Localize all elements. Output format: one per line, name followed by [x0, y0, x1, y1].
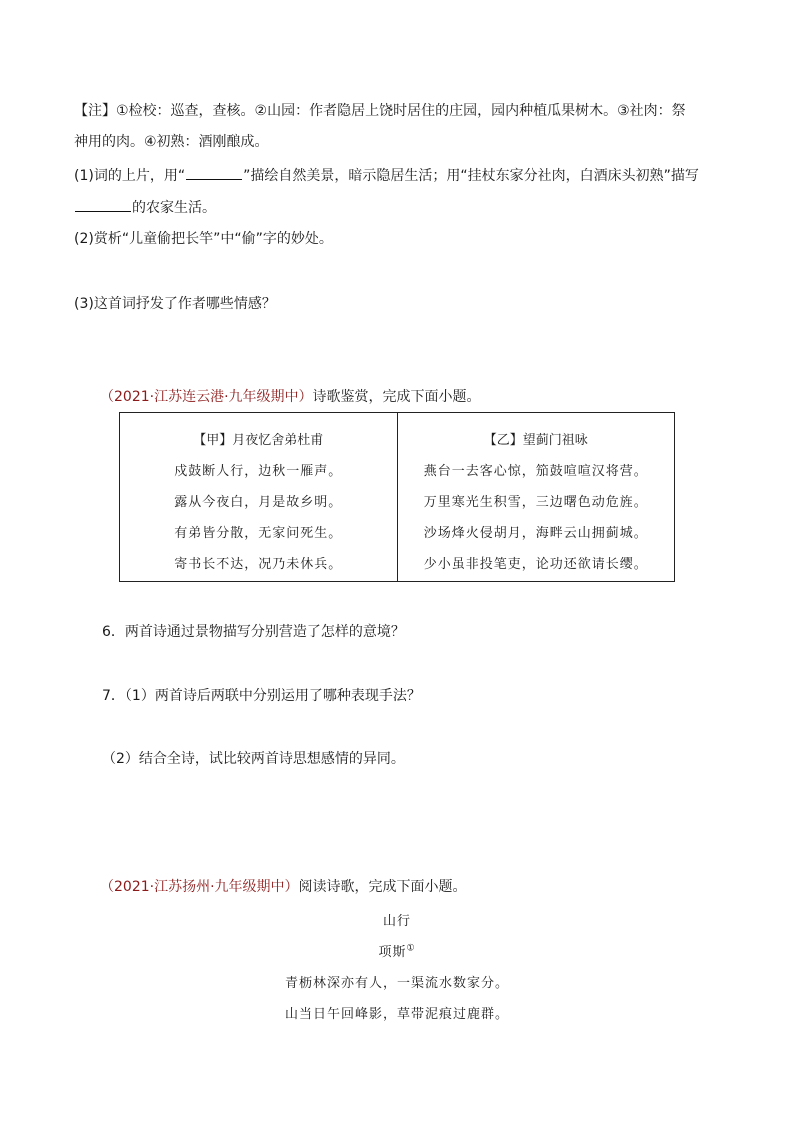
- question-2: (2)赏析“儿童偷把长竿”中“偷”字的妙处。: [74, 231, 333, 247]
- section-3-source: （2021·江苏扬州·九年级期中）: [100, 879, 299, 895]
- question-6: 6．两首诗通过景物描写分别营造了怎样的意境？: [102, 624, 405, 640]
- poem-b-title: 【乙】望蓟门祖咏: [483, 433, 588, 448]
- footnote-marker: ①: [406, 943, 416, 954]
- note-line-1: 【注】①检校：巡查，查核。②山园：作者隐居上饶时居住的庄园，园内种植瓜果树木。③社肉：祭: [74, 103, 686, 119]
- question-7-part-2: （2）结合全诗，试比较两首诗思想感情的异同。: [102, 751, 405, 767]
- poem-a-line: 寄书长不达，况乃未休兵。: [174, 557, 343, 572]
- question-3: (3)这首词抒发了作者哪些情感？: [74, 296, 276, 312]
- question-1-text-a: (1)词的上片，用“: [74, 168, 186, 184]
- answer-blank-1[interactable]: [186, 165, 242, 180]
- poem-a-line: 戍鼓断人行，边秋一雁声。: [174, 464, 343, 479]
- section-2-source: （2021·江苏连云港·九年级期中）: [100, 389, 313, 405]
- poem-b-line: 万里寒光生积雪，三边曙色动危旌。: [423, 495, 648, 510]
- note-line-2: 神用的肉。④初熟：酒刚酿成。: [74, 134, 269, 150]
- section-3-intro: 阅读诗歌，完成下面小题。: [298, 879, 467, 895]
- poem-a-line: 有弟皆分散，无家问死生。: [174, 526, 343, 541]
- poem-comparison-table: [119, 412, 675, 582]
- question-1-line-2: [74, 197, 216, 218]
- poem-line: 青枥林深亦有人，一渠流水数家分。: [284, 976, 509, 991]
- section-2-intro: 诗歌鉴赏，完成下面小题。: [312, 389, 481, 405]
- poem-line: 山当日午回峰影，草带泥痕过鹿群。: [284, 1007, 509, 1022]
- poem-a-cell: [120, 413, 398, 581]
- poem-title: 山行: [382, 914, 411, 929]
- question-1-line-1: [74, 165, 699, 186]
- section-2-header: [100, 387, 481, 407]
- poem-a-line: 露从今夜白，月是故乡明。: [174, 495, 343, 510]
- poem-b-line: 少小虽非投笔吏，论功还欲请长缨。: [423, 557, 648, 572]
- poem-author: [0, 941, 794, 960]
- question-7-part-1: 7．（1）两首诗后两联中分别运用了哪种表现手法？: [102, 688, 421, 704]
- answer-blank-2[interactable]: [75, 197, 131, 212]
- question-1-text-c: 的农家生活。: [132, 200, 216, 216]
- poem-b-cell: [398, 413, 675, 581]
- question-1-text-b: ”描绘自然美景，暗示隐居生活；用“挂杖东家分社肉，白酒床头初熟”描写: [243, 168, 699, 184]
- poem-b-line: 燕台一去客心惊，笳鼓喧喧汉将营。: [423, 464, 648, 479]
- poem-b-line: 沙场烽火侵胡月，海畔云山拥蓟城。: [423, 526, 648, 541]
- section-3-header: [100, 877, 467, 897]
- poem-author-name: 项斯: [378, 945, 407, 960]
- poem-a-title: 【甲】月夜忆舍弟杜甫: [193, 433, 324, 448]
